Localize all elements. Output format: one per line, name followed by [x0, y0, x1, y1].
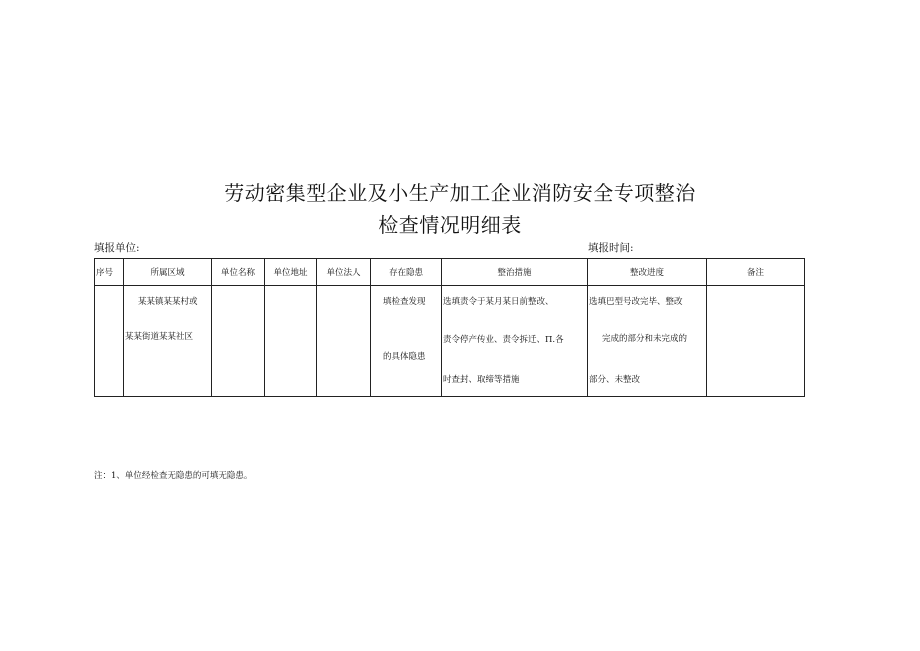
header-unit-address: 单位地址 [265, 259, 317, 286]
cell-remark [707, 286, 805, 397]
header-region: 所属区域 [124, 259, 212, 286]
table-row [95, 286, 805, 397]
cell-measure [442, 286, 588, 397]
progress-line1: 选填巴型号改完毕、整改 [589, 297, 683, 307]
cell-hazard [371, 286, 442, 397]
header-remark: 备注 [707, 259, 805, 286]
table-header-row [95, 259, 805, 286]
cell-unit-address [265, 286, 317, 397]
cell-unit-name [212, 286, 265, 397]
hazard-line2: 的具体隐患 [383, 352, 426, 362]
cell-region [124, 286, 212, 397]
footnote: 注：1、单位经检查无隐患的可填无隐患。 [94, 471, 253, 481]
header-unit-name: 单位名称 [212, 259, 265, 286]
document-title-line1: 劳动密集型企业及小生产加工企业消防安全专项整治 [224, 181, 696, 205]
cell-legal-person [317, 286, 371, 397]
measure-line2: 责令停产传业、责令拆迁、Π.各 [443, 335, 564, 345]
measure-line1: 选填责令于某月某日前整改、 [443, 297, 554, 307]
cell-progress [588, 286, 707, 397]
header-progress: 整改进度 [588, 259, 707, 286]
progress-line2: 完成的部分和未完成的 [602, 334, 688, 344]
measure-line3: 吋查封、取缔等措施 [443, 375, 520, 385]
header-hazard: 存在隐患 [371, 259, 442, 286]
header-legal-person: 单位法人 [317, 259, 371, 286]
fill-time-label: 填报时间: [588, 242, 634, 254]
hazard-line1: 填检查发现 [383, 297, 426, 307]
document-title-line2: 检查情况明细表 [378, 213, 522, 237]
header-index: 序号 [95, 259, 124, 286]
header-measure: 整治措施 [442, 259, 588, 286]
cell-index [95, 286, 124, 397]
region-line1: 某某镇某某村或 [138, 297, 198, 307]
fill-unit-label: 填报单位: [94, 242, 140, 254]
progress-line3: 部分、未整改 [589, 375, 641, 385]
inspection-table [94, 258, 805, 397]
region-line2: 某某街道某某社区 [125, 332, 194, 342]
